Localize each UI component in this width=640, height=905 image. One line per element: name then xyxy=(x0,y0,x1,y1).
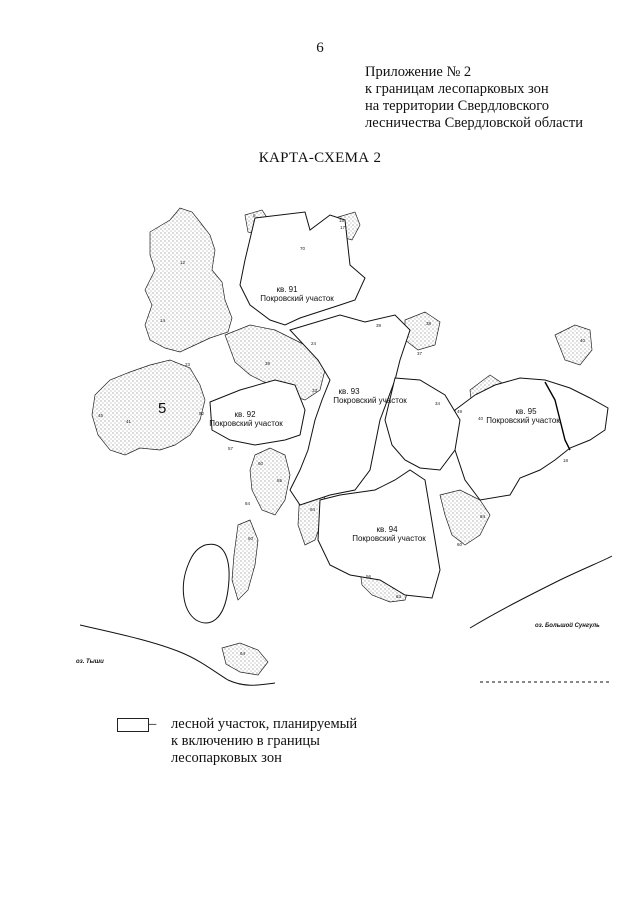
forest-zone-northwest xyxy=(145,208,232,352)
page-number: 6 xyxy=(316,40,324,56)
quarter-94-name: кв. 94 xyxy=(376,525,398,534)
parcel-number: 40 xyxy=(478,416,484,421)
quarter-91-area xyxy=(240,212,365,325)
appendix-line-4: лесничества Свердловской области xyxy=(365,115,583,131)
parcel-number: 24 xyxy=(311,341,317,346)
forest-zone-northeast xyxy=(555,325,592,365)
parcel-number: 49 xyxy=(457,409,463,414)
parcel-number: 14 xyxy=(160,318,166,323)
lake-oval xyxy=(183,544,229,623)
legend-text xyxy=(171,716,357,767)
parcel-number: 37 xyxy=(417,351,423,356)
parcel-number: 63 xyxy=(396,594,402,599)
parcel-number: 39 xyxy=(376,323,382,328)
legend-line-3: лесопарковых зон xyxy=(171,750,282,766)
quarter-92-area-label: Покровский участок xyxy=(209,419,283,428)
quarter-mid-connector xyxy=(385,378,460,470)
parcel-number: 52 xyxy=(199,411,205,416)
legend-dash: – xyxy=(149,716,157,732)
quarter-92-name: кв. 92 xyxy=(234,410,256,419)
quarter-94-area-label: Покровский участок xyxy=(352,534,426,543)
legend-line-2: к включению в границы xyxy=(171,733,320,749)
quarter-93-name: кв. 93 xyxy=(338,387,360,396)
lake-bolshoy-sungul-label: оз. Большой Сунгуль xyxy=(535,623,600,629)
quarter-91-name: кв. 91 xyxy=(276,285,298,294)
quarter-95-area xyxy=(455,378,608,500)
legend-line-1: лесной участок, планируемый xyxy=(171,716,358,732)
forest-zone-mid-right xyxy=(405,312,440,350)
parcel-number: 34 xyxy=(435,401,441,406)
quarter-93-area-label: Покровский участок xyxy=(333,396,407,405)
forest-zone-south-small xyxy=(222,643,268,675)
parcel-number: 8 xyxy=(253,213,256,218)
parcel-number: 39 xyxy=(265,361,271,366)
parcel-number: 38 xyxy=(426,321,432,326)
parcel-number: 18 xyxy=(563,458,569,463)
lake-tyshi-label: оз. Тыши xyxy=(76,659,104,665)
quarter-91-area-label: Покровский участок xyxy=(260,294,334,303)
appendix-line-3: на территории Свердловского xyxy=(365,98,550,114)
parcel-number: 45 xyxy=(98,413,104,418)
quarter-95-area-label: Покровский участок xyxy=(486,416,560,425)
appendix-line-2: к границам лесопарковых зон xyxy=(365,81,549,97)
parcel-number: 56 xyxy=(366,574,372,579)
parcel-number: 12 xyxy=(180,260,186,265)
shoreline-bolshoy-sungul xyxy=(470,556,612,628)
parcel-number: 84 xyxy=(480,514,486,519)
map-title: КАРТА-СХЕМА 2 xyxy=(258,150,382,166)
quarter-95-name: кв. 95 xyxy=(515,407,537,416)
appendix-line-1: Приложение № 2 xyxy=(365,64,472,80)
parcel-number: 55 xyxy=(277,478,283,483)
parcel-number: 64 xyxy=(310,507,316,512)
parcel-number: 40 xyxy=(580,338,586,343)
forest-zone-strip-2 xyxy=(232,520,258,600)
parcel-number: 60 xyxy=(258,461,264,466)
parcel-number: 23 xyxy=(185,362,191,367)
legend-swatch xyxy=(117,718,149,732)
parcel-number: 17 xyxy=(340,225,346,230)
parcel-number: 41 xyxy=(126,419,132,424)
big-number-label: 5 xyxy=(158,400,167,417)
parcel-number: 15 xyxy=(339,218,345,223)
forest-zone-south-strip xyxy=(250,448,290,515)
forest-zone-west xyxy=(92,360,205,455)
parcel-number: 33 xyxy=(312,388,318,393)
parcel-number: 84 xyxy=(245,501,251,506)
parcel-number: 70 xyxy=(300,246,306,251)
quarter-92-area xyxy=(210,380,305,445)
parcel-number: 60 xyxy=(248,536,254,541)
parcel-number: 57 xyxy=(228,446,234,451)
parcel-number: 60 xyxy=(457,542,463,547)
parcel-number: 64 xyxy=(240,651,246,656)
